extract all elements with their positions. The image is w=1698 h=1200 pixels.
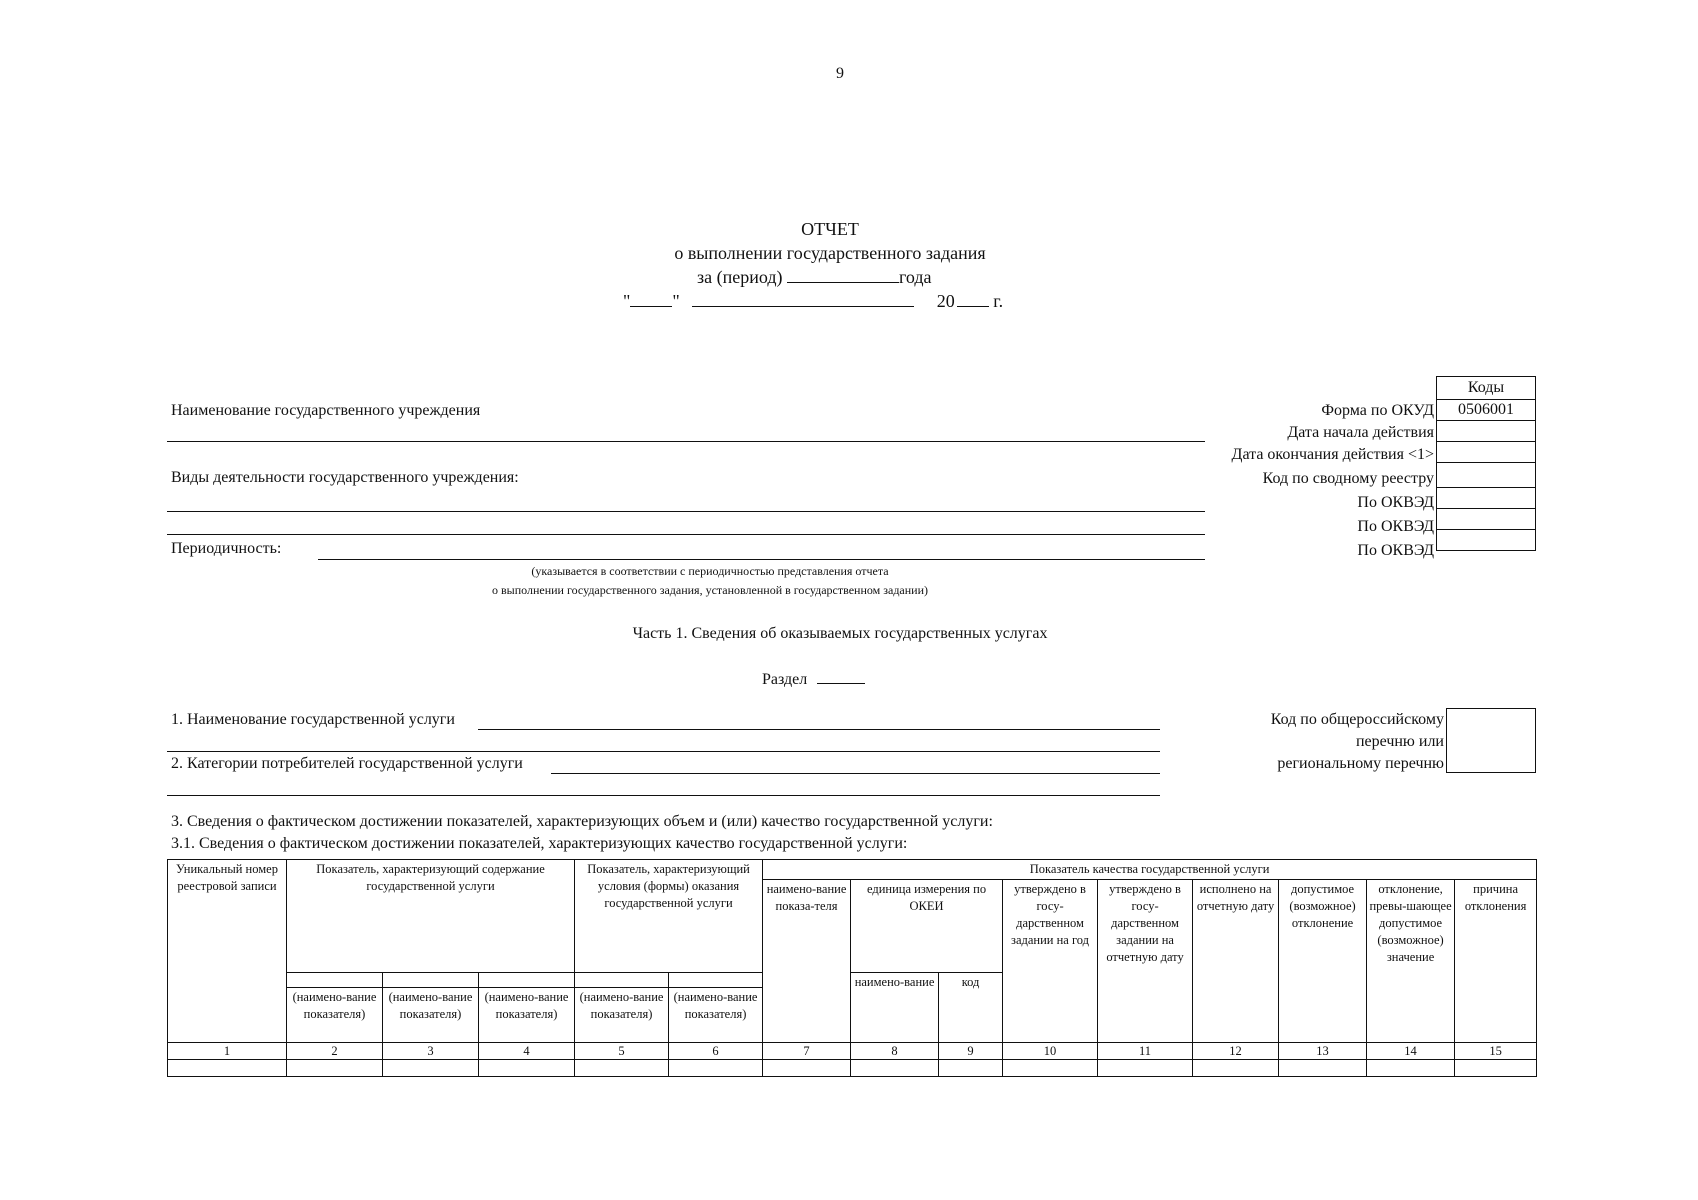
- service-name-label: 1. Наименование государственной услуги: [171, 711, 455, 728]
- header-content-indicator: Показатель, характеризующий содержание государственной услуги: [287, 860, 575, 973]
- column-numbers-row: [168, 1043, 1537, 1060]
- header-indicator-name: наимено-вание показа-теля: [763, 880, 851, 1043]
- col-number: 6: [669, 1043, 763, 1060]
- registry-code-label-2: перечню или: [1355, 733, 1444, 750]
- col-number: 12: [1193, 1043, 1279, 1060]
- day-blank: [630, 290, 672, 307]
- sub-indicator-name-4: (наимено-вание показателя): [479, 988, 575, 1043]
- data-cell[interactable]: [383, 1060, 479, 1077]
- data-cell[interactable]: [479, 1060, 575, 1077]
- content-blank-1: [287, 973, 383, 988]
- service-name-line-1: [478, 729, 1160, 730]
- data-cell[interactable]: [1098, 1060, 1193, 1077]
- year-blank: [957, 290, 989, 307]
- header-unique-number: Уникальный номер реестровой записи: [168, 860, 287, 1043]
- consumer-categories-label: 2. Категории потребителей государственной услуги: [171, 755, 523, 772]
- header-unit-code: код: [939, 973, 1003, 1043]
- header-conditions-indicator: Показатель, характеризующий условия (формы) оказания государственной услуги: [575, 860, 763, 973]
- summary-registry-cell[interactable]: [1437, 463, 1536, 488]
- col-number: 7: [763, 1043, 851, 1060]
- okved-cell-1[interactable]: [1437, 488, 1536, 509]
- sub-indicator-name-2: (наимено-вание показателя): [287, 988, 383, 1043]
- consumer-categories-line-2: [167, 795, 1160, 796]
- data-cell[interactable]: [939, 1060, 1003, 1077]
- data-cell[interactable]: [168, 1060, 287, 1077]
- period-prefix: за (период): [697, 267, 783, 287]
- col-number: 14: [1367, 1043, 1455, 1060]
- date-quote-close: ": [672, 291, 680, 311]
- header-approved-year: утверждено в госу-дарственном задании на год: [1003, 880, 1098, 1043]
- report-title: ОТЧЕТ: [801, 219, 859, 239]
- registry-code-label-3: региональному перечню: [1277, 755, 1444, 772]
- header-approved-date: утверждено в госу-дарственном задании на отчетную дату: [1098, 880, 1193, 1043]
- start-date-label: Дата начала действия: [1287, 424, 1434, 441]
- header-quality-indicator: Показатель качества государственной услуги: [763, 860, 1537, 880]
- institution-name-line: [167, 441, 1205, 442]
- col-number: 4: [479, 1043, 575, 1060]
- data-cell[interactable]: [1367, 1060, 1455, 1077]
- period-line: [697, 266, 932, 288]
- conditions-blank-1: [575, 973, 669, 988]
- quality-indicators-table: [167, 859, 1537, 1077]
- form-okud-label: Форма по ОКУД: [1321, 402, 1434, 419]
- okved-label-1: По ОКВЭД: [1357, 494, 1434, 511]
- okved-label-2: По ОКВЭД: [1357, 518, 1434, 535]
- start-date-cell[interactable]: [1437, 421, 1536, 442]
- col-number: 1: [168, 1043, 287, 1060]
- header-deviation-reason: причина отклонения: [1455, 880, 1537, 1043]
- col-number: 2: [287, 1043, 383, 1060]
- sub-indicator-name-3: (наимено-вание показателя): [383, 988, 479, 1043]
- activity-types-label: Виды деятельности государственного учреждения:: [171, 469, 519, 486]
- report-subtitle: о выполнении государственного задания: [674, 243, 986, 263]
- end-date-cell[interactable]: [1437, 442, 1536, 463]
- okved-cell-3[interactable]: [1437, 530, 1536, 551]
- month-blank: [692, 290, 914, 307]
- periodicity-note-line1: (указывается в соответствии с периодичностью представления отчета: [531, 564, 889, 578]
- activity-line-1: [167, 511, 1205, 512]
- activity-line-2: [167, 534, 1205, 535]
- section-number-blank: [817, 667, 865, 684]
- header-excess-deviation: отклонение, превы-шающее допустимое (возможное) значение: [1367, 880, 1455, 1043]
- okud-code-cell: 0506001: [1437, 400, 1536, 421]
- periodicity-line: [318, 559, 1205, 560]
- header-executed: исполнено на отчетную дату: [1193, 880, 1279, 1043]
- col-number: 3: [383, 1043, 479, 1060]
- period-blank: [787, 266, 899, 283]
- registry-code-label-1: Код по общероссийскому: [1270, 711, 1444, 728]
- sub-indicator-name-5: (наимено-вание показателя): [575, 988, 669, 1043]
- periodicity-note: [450, 562, 970, 600]
- codes-header: Коды: [1437, 377, 1536, 400]
- conditions-blank-2: [669, 973, 763, 988]
- okved-label-3: По ОКВЭД: [1357, 542, 1434, 559]
- data-cell[interactable]: [851, 1060, 939, 1077]
- item31-heading: 3.1. Сведения о фактическом достижении показателей, характеризующих качество государственной услуги:: [171, 835, 908, 852]
- summary-registry-label: Код по сводному реестру: [1262, 470, 1434, 487]
- table-row: [168, 1060, 1537, 1077]
- data-cell[interactable]: [1003, 1060, 1098, 1077]
- date-quote-open: ": [623, 291, 631, 311]
- data-cell[interactable]: [287, 1060, 383, 1077]
- institution-name-label: Наименование государственного учреждения: [171, 402, 481, 419]
- data-cell[interactable]: [1279, 1060, 1367, 1077]
- consumer-categories-line-1: [551, 773, 1160, 774]
- part1-heading: Часть 1. Сведения об оказываемых государственных услугах: [632, 625, 1048, 642]
- sub-indicator-name-6: (наимено-вание показателя): [669, 988, 763, 1043]
- content-blank-2: [383, 973, 479, 988]
- date-line: [623, 290, 1003, 312]
- col-number: 9: [939, 1043, 1003, 1060]
- okved-cell-2[interactable]: [1437, 509, 1536, 530]
- col-number: 5: [575, 1043, 669, 1060]
- header-unit-name: наимено-вание: [851, 973, 939, 1043]
- item3-heading: 3. Сведения о фактическом достижении показателей, характеризующих объем и (или) качество государственной услуги:: [171, 813, 993, 830]
- col-number: 15: [1455, 1043, 1537, 1060]
- col-number: 10: [1003, 1043, 1098, 1060]
- col-number: 8: [851, 1043, 939, 1060]
- page-number: 9: [836, 65, 844, 82]
- data-cell[interactable]: [669, 1060, 763, 1077]
- col-number: 13: [1279, 1043, 1367, 1060]
- year-suffix: г.: [993, 291, 1004, 311]
- end-date-label: Дата окончания действия <1>: [1231, 446, 1434, 463]
- content-blank-3: [479, 973, 575, 988]
- service-name-line-2: [167, 751, 1160, 752]
- data-cell[interactable]: [1193, 1060, 1279, 1077]
- header-allowed-deviation: допустимое (возможное) отклонение: [1279, 880, 1367, 1043]
- period-suffix: года: [898, 267, 932, 287]
- section-line: [762, 667, 865, 690]
- col-number: 11: [1098, 1043, 1193, 1060]
- registry-code-box[interactable]: [1446, 708, 1536, 773]
- data-cell[interactable]: [1455, 1060, 1537, 1077]
- codes-box: [1436, 376, 1536, 551]
- section-label: Раздел: [762, 671, 808, 688]
- data-cell[interactable]: [763, 1060, 851, 1077]
- periodicity-note-line2: о выполнении государственного задания, установленной в государственном задании): [491, 583, 929, 597]
- year-prefix: 20: [936, 291, 955, 311]
- periodicity-label: Периодичность:: [171, 540, 282, 557]
- data-cell[interactable]: [575, 1060, 669, 1077]
- header-unit-okei: единица измерения по ОКЕИ: [851, 880, 1003, 973]
